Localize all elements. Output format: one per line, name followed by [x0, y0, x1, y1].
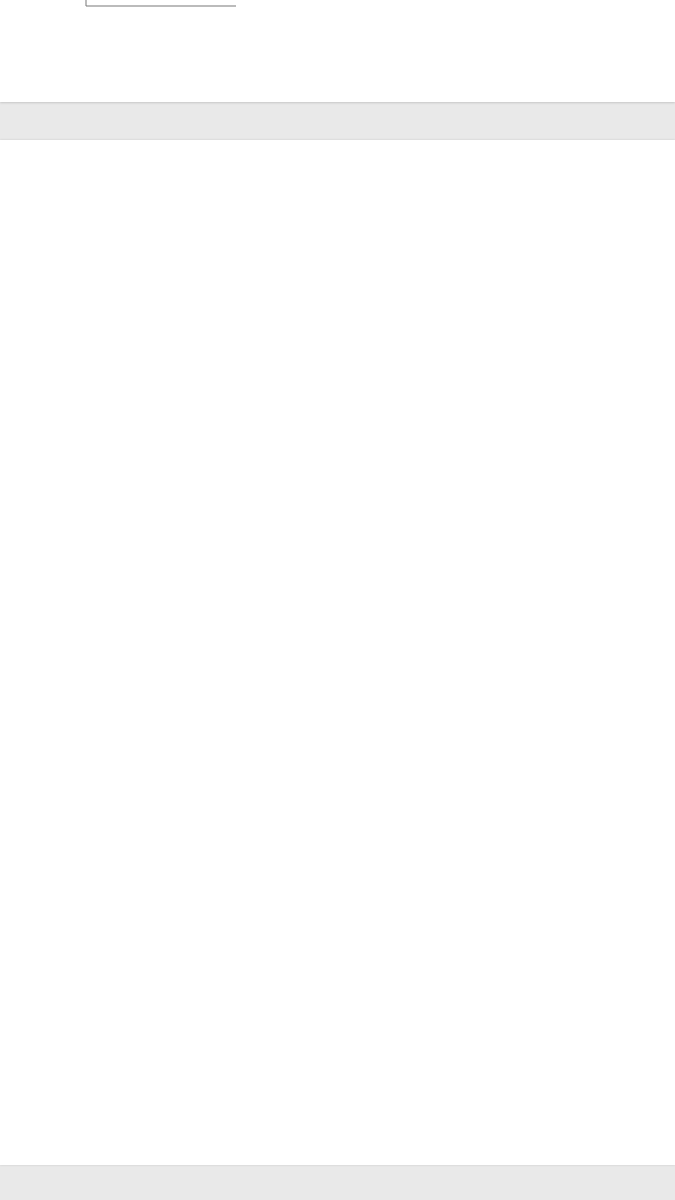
item-19-heading [37, 492, 40, 510]
chart-21 [70, 806, 430, 1066]
previous-page [0, 0, 675, 102]
chart-20 [362, 532, 667, 702]
chart-18 [50, 263, 310, 463]
chart-19 [30, 548, 320, 708]
item-18-heading [37, 210, 40, 228]
document-page [0, 140, 675, 1165]
item-20-heading [358, 494, 361, 512]
previous-chart-fragment [0, 0, 675, 102]
item-21-heading [30, 788, 33, 806]
